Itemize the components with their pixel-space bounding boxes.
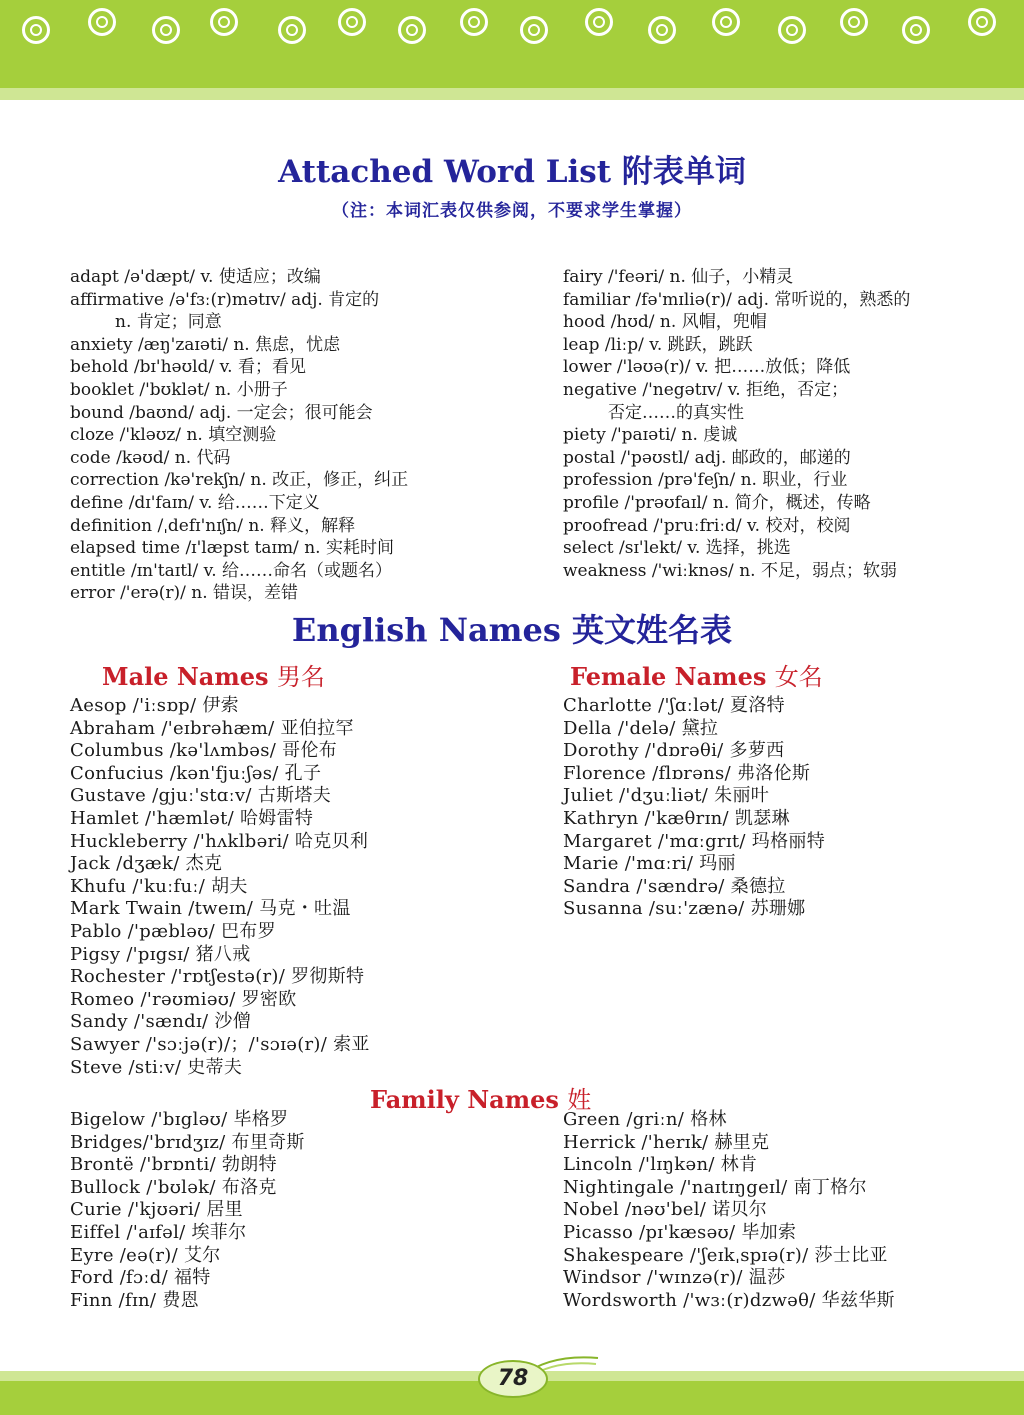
word-list-left bbox=[70, 266, 540, 605]
family-names-left bbox=[70, 1109, 540, 1312]
list-item: elapsed time /ɪ'læpst taɪm/ n. 实耗时间 bbox=[70, 538, 394, 559]
list-item: Jack /dʒæk/ 杰克 bbox=[70, 853, 223, 875]
list-item: bound /baʊnd/ adj. 一定会；很可能会 bbox=[70, 402, 373, 423]
female-names-heading bbox=[570, 657, 823, 692]
list-item: Picasso /pɪ'kæsəʊ/ 毕加索 bbox=[563, 1221, 797, 1243]
list-item: Aesop /'iːsɒp/ 伊索 bbox=[70, 695, 239, 716]
list-item: Bridges/'brɪdʒɪz/ 布里奇斯 bbox=[70, 1131, 305, 1153]
list-item: fairy /'feəri/ n. 仙子，小精灵 bbox=[563, 267, 794, 287]
list-item: postal /'pəʊstl/ adj. 邮政的，邮递的 bbox=[563, 447, 851, 468]
ring-ornament bbox=[585, 8, 613, 36]
female-names-list bbox=[563, 695, 1003, 921]
list-item: error /'erə(r)/ n. 错误，差错 bbox=[70, 583, 299, 604]
list-item: weakness /'wiːknəs/ n. 不足，弱点；软弱 bbox=[563, 560, 897, 581]
ring-ornament bbox=[712, 8, 740, 36]
list-item: Pablo /'pæbləʊ/ 巴布罗 bbox=[70, 920, 276, 942]
list-item: Curie /'kjʊəri/ 居里 bbox=[70, 1199, 243, 1221]
list-item: Sawyer /'sɔːjə(r)/；/'sɔɪə(r)/ 索亚 bbox=[70, 1033, 370, 1055]
ring-ornament bbox=[338, 8, 366, 36]
list-item: Eyre /eə(r)/ 艾尔 bbox=[70, 1244, 221, 1266]
ring-ornament bbox=[648, 16, 676, 44]
male-names-heading-cn: 男名 bbox=[276, 663, 325, 691]
top-decorative-band bbox=[0, 0, 1024, 88]
list-item: Green /griːn/ 格林 bbox=[563, 1109, 727, 1130]
list-item: entitle /ɪn'taɪtl/ v. 给……命名（或题名） bbox=[70, 560, 392, 581]
list-item: 否定……的真实性 bbox=[608, 402, 744, 423]
list-item: Herrick /'herɪk/ 赫里克 bbox=[563, 1131, 770, 1153]
list-item: Shakespeare /'ʃeɪkˌspɪə(r)/ 莎士比亚 bbox=[563, 1244, 888, 1266]
ring-ornament bbox=[902, 16, 930, 44]
family-names-right bbox=[563, 1109, 1003, 1312]
ring-ornament bbox=[88, 8, 116, 36]
list-item: Sandra /'sændrə/ 桑德拉 bbox=[563, 875, 786, 897]
family-names-heading-en: Family Names bbox=[370, 1085, 559, 1114]
list-item: definition /ˌdefɪ'nɪʃn/ n. 释义，解释 bbox=[70, 515, 356, 536]
list-item: Sandy /'sændɪ/ 沙僧 bbox=[70, 1011, 251, 1033]
list-item: Lincoln /'lɪŋkən/ 林肯 bbox=[563, 1154, 758, 1176]
list-item: proofread /'pruːfriːd/ v. 校对，校阅 bbox=[563, 515, 851, 536]
list-item: anxiety /æŋ'zaɪəti/ n. 焦虑，忧虑 bbox=[70, 334, 341, 355]
list-item: Columbus /kə'lʌmbəs/ 哥伦布 bbox=[70, 740, 338, 762]
list-item: Abraham /'eɪbrəhæm/ 亚伯拉罕 bbox=[70, 717, 354, 739]
list-item: adapt /ə'dæpt/ v. 使适应；改编 bbox=[70, 267, 321, 287]
list-item: Nobel /nəʊ'bel/ 诺贝尔 bbox=[563, 1199, 768, 1221]
list-item: profile /'prəʊfaɪl/ n. 简介，概述，传略 bbox=[563, 492, 871, 513]
list-item: negative /'negətɪv/ v. 拒绝，否定； bbox=[563, 379, 849, 400]
list-item: Khufu /'kuːfuː/ 胡夫 bbox=[70, 875, 248, 897]
page-subtitle: （注：本词汇表仅供参阅，不要求学生掌握） bbox=[332, 201, 692, 221]
male-names-list bbox=[70, 695, 540, 1079]
english-names-title: English Names 英文姓名表 bbox=[291, 611, 733, 649]
list-item: define /dɪ'faɪn/ v. 给……下定义 bbox=[70, 492, 320, 513]
list-item: leap /liːp/ v. 跳跃，跳跃 bbox=[563, 334, 753, 355]
list-item: Finn /fɪn/ 费恩 bbox=[70, 1289, 199, 1311]
list-item: lower /'ləʊə(r)/ v. 把……放低；降低 bbox=[563, 357, 851, 378]
ring-ornament bbox=[840, 8, 868, 36]
list-item: select /sɪ'lekt/ v. 选择，挑选 bbox=[563, 538, 791, 559]
top-stripe bbox=[0, 88, 1024, 100]
ring-ornament bbox=[210, 8, 238, 36]
ring-ornament bbox=[152, 16, 180, 44]
male-names-heading-en: Male Names bbox=[102, 662, 269, 691]
word-list-right bbox=[563, 266, 1003, 582]
family-names-heading-cn: 姓 bbox=[567, 1086, 592, 1114]
page-title: Attached Word List 附表单词 bbox=[278, 154, 746, 190]
list-item: Eiffel /'aɪfəl/ 埃菲尔 bbox=[70, 1221, 247, 1243]
list-item: Brontë /'brɒnti/ 勃朗特 bbox=[70, 1154, 277, 1176]
list-item: Hamlet /'hæmlət/ 哈姆雷特 bbox=[70, 807, 314, 829]
female-names-heading-cn: 女名 bbox=[774, 663, 823, 691]
list-item: piety /'paɪəti/ n. 虔诚 bbox=[563, 425, 738, 446]
ring-decoration bbox=[0, 0, 1024, 88]
ring-ornament bbox=[460, 8, 488, 36]
ring-ornament bbox=[278, 16, 306, 44]
list-item: Juliet /'dʒuːliət/ 朱丽叶 bbox=[563, 785, 770, 807]
male-names-heading bbox=[102, 657, 325, 692]
list-item: Bigelow /'bɪgləʊ/ 毕格罗 bbox=[70, 1109, 289, 1130]
list-item: Rochester /'rɒtʃestə(r)/ 罗彻斯特 bbox=[70, 966, 365, 988]
list-item: Mark Twain /tweɪn/ 马克・吐温 bbox=[70, 898, 351, 920]
ring-ornament bbox=[778, 16, 806, 44]
list-item: Huckleberry /'hʌklbəri/ 哈克贝利 bbox=[70, 830, 369, 852]
list-item: Della /'delə/ 黛拉 bbox=[563, 717, 719, 739]
list-item: n. 肯定；同意 bbox=[115, 312, 222, 333]
ring-ornament bbox=[520, 16, 548, 44]
list-item: hood /hʊd/ n. 风帽，兜帽 bbox=[563, 312, 767, 333]
list-item: Steve /stiːv/ 史蒂夫 bbox=[70, 1056, 243, 1078]
list-item: Dorothy /'dɒrəθi/ 多萝西 bbox=[563, 740, 785, 762]
female-names-heading-en: Female Names bbox=[570, 662, 767, 691]
ring-ornament bbox=[968, 8, 996, 36]
list-item: Marie /'mɑːri/ 玛丽 bbox=[563, 853, 736, 875]
list-item: Windsor /'wɪnzə(r)/ 温莎 bbox=[563, 1267, 786, 1289]
list-item: Confucius /kən'fjuːʃəs/ 孔子 bbox=[70, 762, 322, 784]
ring-ornament bbox=[398, 16, 426, 44]
list-item: Ford /fɔːd/ 福特 bbox=[70, 1267, 211, 1289]
list-item: Gustave /gjuː'stɑːv/ 古斯塔夫 bbox=[70, 785, 332, 807]
list-item: Wordsworth /'wɜː(r)dzwəθ/ 华兹华斯 bbox=[563, 1289, 895, 1311]
list-item: profession /prə'feʃn/ n. 职业，行业 bbox=[563, 470, 848, 491]
list-item: behold /bɪ'həʊld/ v. 看；看见 bbox=[70, 357, 306, 378]
page-number: 78 bbox=[478, 1360, 548, 1398]
list-item: familiar /fə'mɪliə(r)/ adj. 常听说的，熟悉的 bbox=[563, 289, 911, 310]
list-item: Romeo /'rəʊmiəʊ/ 罗密欧 bbox=[70, 988, 297, 1010]
list-item: Charlotte /'ʃɑːlət/ 夏洛特 bbox=[563, 695, 785, 716]
list-item: Florence /flɒrəns/ 弗洛伦斯 bbox=[563, 762, 811, 784]
list-item: booklet /'bʊklət/ n. 小册子 bbox=[70, 379, 288, 400]
list-item: Nightingale /'naɪtɪŋgeɪl/ 南丁格尔 bbox=[563, 1176, 867, 1198]
list-item: cloze /'kləʊz/ n. 填空测验 bbox=[70, 425, 277, 446]
list-item: Susanna /suː'zænə/ 苏珊娜 bbox=[563, 898, 806, 920]
list-item: Pigsy /'pɪgsɪ/ 猪八戒 bbox=[70, 943, 251, 965]
list-item: Kathryn /'kæθrɪn/ 凯瑟琳 bbox=[563, 807, 790, 829]
list-item: code /kəʊd/ n. 代码 bbox=[70, 447, 231, 468]
list-item: Bullock /'bʊlək/ 布洛克 bbox=[70, 1176, 277, 1198]
list-item: affirmative /ə'fɜː(r)mətɪv/ adj. 肯定的 bbox=[70, 289, 380, 310]
ring-ornament bbox=[22, 16, 50, 44]
list-item: Margaret /'mɑːgrɪt/ 玛格丽特 bbox=[563, 830, 826, 852]
list-item: correction /kə'rekʃn/ n. 改正，修正，纠正 bbox=[70, 470, 409, 491]
